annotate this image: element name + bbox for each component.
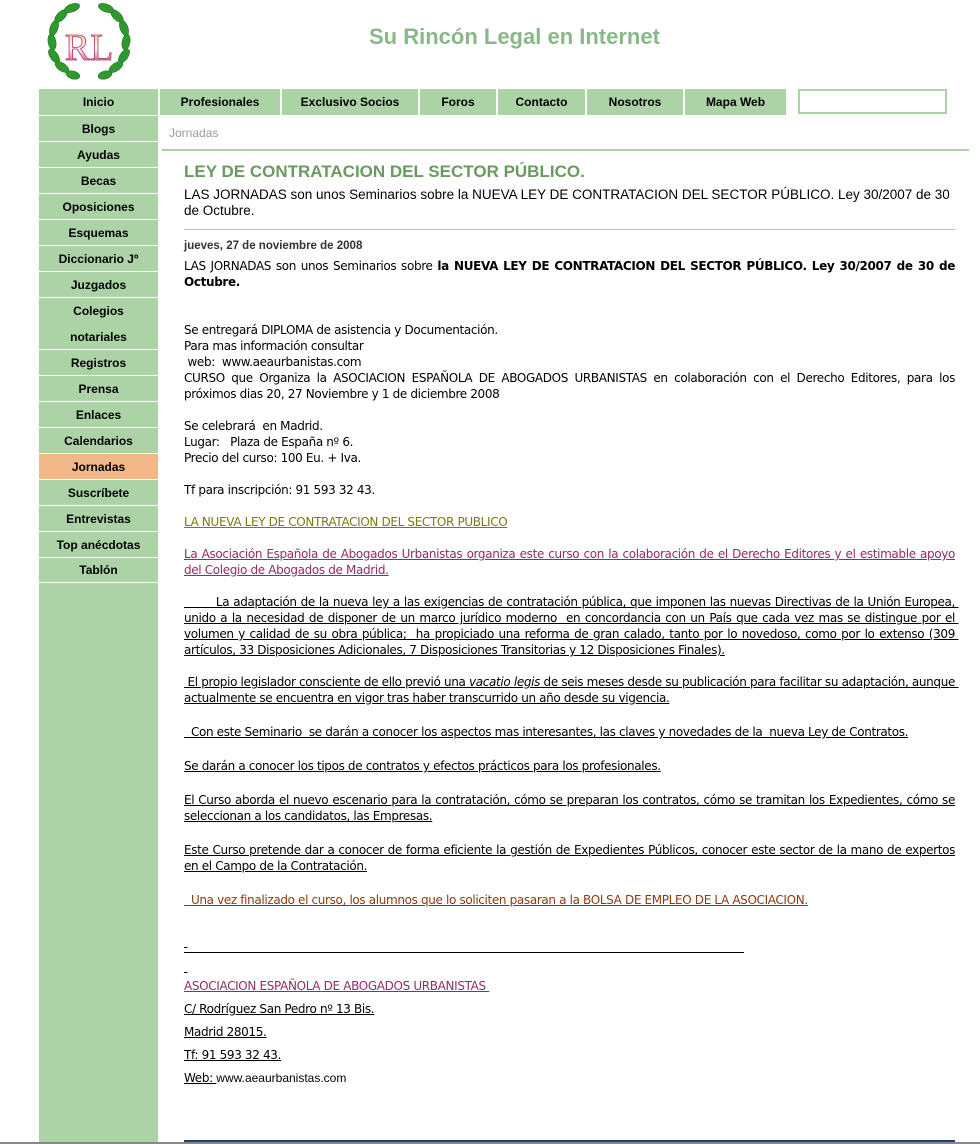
sidebar-item-ayudas[interactable]: Ayudas <box>39 141 158 167</box>
contact-phone: Tf: 91 593 32 43. <box>184 1048 282 1062</box>
nav-foros[interactable]: Foros <box>420 89 496 115</box>
bolsa-empleo-link[interactable]: Una vez finalizado el curso, los alumnos que lo soliciten pasaran a la BOLSA DE EMPLEO DE LA ASOCIACION. <box>184 893 808 907</box>
breadcrumb-divider <box>162 149 969 151</box>
contact-web-label: Web: <box>184 1071 217 1085</box>
sidebar-item-top-anecdotas[interactable]: Top anécdotas <box>39 531 158 557</box>
contact-city: Madrid 28015. <box>184 1025 267 1039</box>
info-line: Para mas información consultar <box>184 339 364 353</box>
paragraph-seminario: Con este Seminario se darán a conocer los aspectos mas interesantes, las claves y novedades de la nueva Ley de Contratos. <box>184 725 909 739</box>
sidebar-item-colegios-notariales[interactable] <box>39 297 158 349</box>
sidebar-item-prensa[interactable]: Prensa <box>39 375 158 401</box>
nav-mapa-web[interactable]: Mapa Web <box>685 89 786 115</box>
spacer-underline <box>184 934 955 950</box>
nav-nosotros[interactable]: Nosotros <box>587 89 683 115</box>
sidebar-item-registros[interactable]: Registros <box>39 349 158 375</box>
sidebar-item-oposiciones[interactable]: Oposiciones <box>39 193 158 219</box>
nav-exclusivo-socios[interactable]: Exclusivo Socios <box>282 89 418 115</box>
sidebar-item-label-line2: notariales <box>70 329 127 344</box>
para2-italic: vacatio legis <box>469 675 541 689</box>
para2-text: El propio legislador consciente de ello previó una <box>184 675 470 689</box>
sidebar-item-becas[interactable]: Becas <box>39 167 158 193</box>
location-line: Lugar: Plaza de España nº 6. <box>184 435 354 449</box>
sidebar-nav <box>39 115 158 583</box>
sidebar-item-entrevistas[interactable]: Entrevistas <box>39 505 158 531</box>
contact-block <box>184 975 955 1090</box>
sidebar-item-jornadas[interactable]: Jornadas <box>39 453 158 479</box>
paragraph-tipos: Se darán a conocer los tipos de contratos y efectos prácticos para los profesionales. <box>184 759 661 773</box>
location-line: Se celebrará en Madrid. <box>184 419 323 433</box>
post-summary: LAS JORNADAS son unos Seminarios sobre la NUEVA LEY DE CONTRATACION DEL SECTOR PÚBLICO. Ley 30/2007 de 30 de Octubre. <box>184 187 950 218</box>
info-block <box>184 322 955 370</box>
paragraph-expedientes: Este Curso pretende dar a conocer de forma eficiente la gestión de Expedientes Públicos, conocer este sector de la mano de expertos en el Campo de la Contratación. <box>184 843 955 873</box>
nav-contacto[interactable]: Contacto <box>498 89 585 115</box>
location-block <box>184 418 955 466</box>
course-title-link[interactable]: LA NUEVA LEY DE CONTRATACION DEL SECTOR PUBLICO <box>184 515 508 529</box>
sidebar-item-tablon[interactable]: Tablón <box>39 557 158 583</box>
sidebar-item-diccionario[interactable]: Diccionario Jº <box>39 245 158 271</box>
association-link[interactable]: ASOCIACION ESPAÑOLA DE ABOGADOS URBANISTAS <box>184 979 490 993</box>
page-title: LEY DE CONTRATACION DEL SECTOR PÚBLICO. <box>184 162 585 181</box>
nav-inicio[interactable]: Inicio <box>39 89 158 115</box>
sidebar-item-label: Colegios <box>73 303 124 318</box>
info-line: web: www.aeaurbanistas.com <box>184 355 362 369</box>
laurel-logo-icon <box>42 2 136 82</box>
sidebar-item-juzgados[interactable]: Juzgados <box>39 271 158 297</box>
sidebar-item-enlaces[interactable]: Enlaces <box>39 401 158 427</box>
location-line: Precio del curso: 100 Eu. + Iva. <box>184 451 361 465</box>
paragraph-legislador <box>184 674 959 706</box>
collaboration-link[interactable]: La Asociación Española de Abogados Urbanistas organiza este curso con la colaboración de el Derecho Editores y el estimable apoyo del Colegio de Abogados de Madrid. <box>184 547 955 577</box>
info-line: Se entregará DIPLOMA de asistencia y Documentación. <box>184 323 498 337</box>
paragraph-adaptacion: La adaptación de la nueva ley a las exigencias de contratación pública, que imponen las nuevas Directivas de la Unión Europea, unido a la necesidad de disponer de un marco jurídico moderno en concordancia con un País que cada vez mas se distingue por el volumen y calidad de su obra pública; ha propiciado una reforma de gran calado, tanto por lo novedoso, como por lo extenso (309 artículos, 33 Disposiciones Adicionales, 7 Disposiciones Transitorias y 12 Disposiciones Finales). <box>184 595 959 657</box>
intro-bold: la NUEVA LEY DE CONTRATACION DEL SECTOR PÚBLICO. Ley 30/2007 de 30 de Octubre. <box>184 259 955 289</box>
search-input[interactable] <box>798 89 947 114</box>
phone-line: Tf para inscripción: 91 593 32 43. <box>184 483 375 497</box>
main-content <box>184 160 959 1090</box>
contact-address: C/ Rodríguez San Pedro nº 13 Bis. <box>184 1002 375 1016</box>
curso-paragraph: CURSO que Organiza la ASOCIACION ESPAÑOLA DE ABOGADOS URBANISTAS en colaboración con el Derecho Editores, para los próximos dias 20, 27 Noviembre y 1 de diciembre 2008 <box>184 371 955 401</box>
intro-paragraph <box>184 258 955 290</box>
intro-plain: LAS JORNADAS son unos Seminarios sobre <box>184 259 438 273</box>
sidebar-item-blogs[interactable]: Blogs <box>39 115 158 141</box>
sidebar-item-calendarios[interactable]: Calendarios <box>39 427 158 453</box>
sidebar-item-suscribete[interactable]: Suscríbete <box>39 479 158 505</box>
logo-monogram: RL <box>64 27 114 69</box>
para2-text-end: de seis meses desde su publicación para facilitar su adaptación, aunque actualmente se encuentra en vigor tras haber transcurrido un año desde su vigencia. <box>184 675 959 705</box>
spacer-underline <box>184 959 955 975</box>
nav-profesionales[interactable]: Profesionales <box>160 89 280 115</box>
summary-divider <box>184 229 955 230</box>
post-date: jueves, 27 de noviembre de 2008 <box>184 240 363 252</box>
contact-web-value: www.aeaurbanistas.com <box>216 1071 347 1085</box>
site-title: Su Rincón Legal en Internet <box>369 24 660 49</box>
paragraph-escenario: El Curso aborda el nuevo escenario para la contratación, cómo se preparan los contratos, cómo se tramitan los Expedientes, cómo se seleccionan a los candidatos, las Empresas. <box>184 793 955 823</box>
breadcrumb: Jornadas <box>169 126 219 140</box>
sidebar-item-esquemas[interactable]: Esquemas <box>39 219 158 245</box>
site-logo[interactable] <box>42 2 136 82</box>
